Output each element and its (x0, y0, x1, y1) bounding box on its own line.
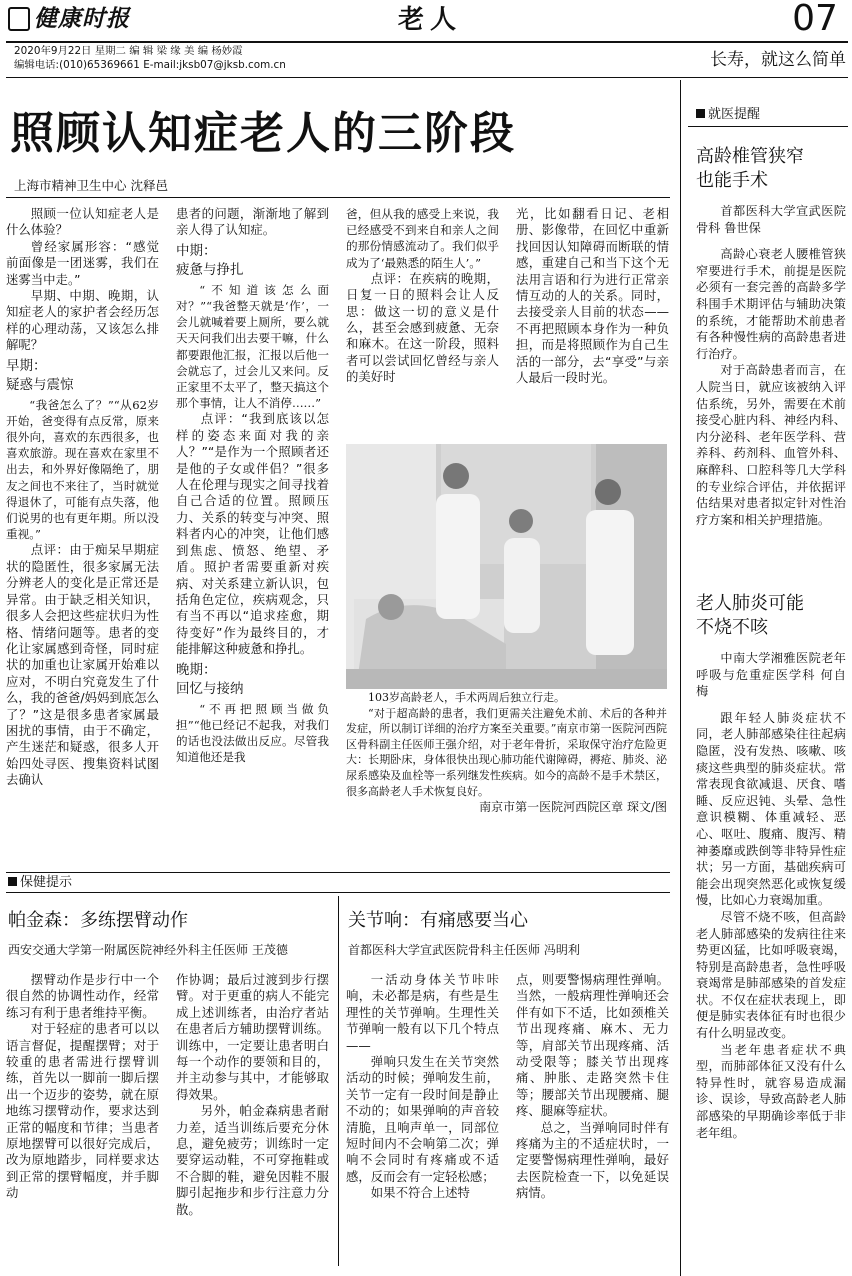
quote: “不知道该怎么面对？”“我爸整天就是‘作’，一会儿就喊着要上厕所，要么就天天问我们出去要干嘛，什么都要跟他汇报，汇报以后他一会就忘了，过会儿又来问。反正家里不太平了，整天搞这个那个事情，让人不消停……” (176, 282, 329, 411)
contact-line: 编辑电话:(010)65369661 E-mail:jksb07@jksb.com.cn (14, 59, 286, 71)
paragraph: 早期、中期、晚期，认知症老人的家护者会经历怎样的心理动荡，又该怎么排解呢？ (6, 288, 159, 353)
paragraph: 点，则要警惕病理性弹响。当然，一般病理性弹响还会伴有如下不适，比如颈椎关节出现疼痛、麻木、无力等，肩部关节出现疼痛、活动受限等；膝关节出现疼痛、肿胀、走路突然卡住等；腰部关节出现腰痛、腿疼、腿麻等症状。 (516, 972, 669, 1119)
subheading (176, 242, 329, 280)
caption-title: 103岁高龄老人，手术两周后独立行走。 (368, 691, 565, 704)
paragraph: 曾经家属形容：“感觉前面像是一团迷雾，我们在迷雾当中走。” (6, 238, 159, 287)
health-section-header (8, 874, 72, 892)
title-line: 不烧不咳 (696, 617, 768, 638)
paragraph: 跟年轻人肺炎症状不同，老人肺部感染往往起病隐匿，没有发热、咳嗽、咳痰这些典型的肺炎症状。常常表现食欲减退、厌食、嗜睡、反应迟钝、头晕、急性意识模糊、体重减轻、恶心、呕吐、腹痛、腹泻、精神萎靡或跌倒等非特异性症状；另一方面，基础疾病可能会出现突然恶化或恢复缓慢，比如心力衰竭加重。 (696, 710, 846, 908)
paragraph: 总之，当弹响同时伴有疼痛为主的不适症状时，一定要警惕病理性弹响，最好去医院检查一下，以免延误病情。 (516, 1119, 669, 1201)
slogan: 长寿，就这么简单 (710, 50, 846, 70)
subheading-text: 疑惑与震惊 (6, 376, 74, 393)
title-line: 老人肺炎可能 (696, 593, 804, 614)
page-number: 07 (792, 0, 838, 39)
subheading-text: 回忆与接纳 (176, 680, 244, 697)
article-title (696, 592, 846, 640)
article-title: 照顾认知症老人的三阶段 (10, 108, 516, 159)
section-label: 保健提示 (20, 875, 73, 890)
article-title: 帕金森：多练摆臂动作 (8, 910, 188, 931)
paragraph: 尽管不烧不咳，但高龄老人肺部感染的发病往往来势更凶猛，比如呼吸衰竭，特别是高龄患者，急性呼吸衰竭常是肺部感染的首发症状。不仅在症状表现上，即便是肺实表体征有时也很少有什么明显改变。 (696, 909, 846, 1041)
parkinson-col-1 (6, 972, 159, 1202)
article-title: 关节响：有痛感要当心 (348, 910, 528, 931)
date-line: 2020年9月22日 星期二 编 辑 梁 缘 美 编 杨妙霞 (14, 45, 243, 57)
article-col-4 (516, 206, 669, 386)
paragraph: 对于轻症的患者可以以语言督促，提醒摆臂；对于较重的患者需进行摆臂训练，首先以一脚前一脚后摆出一个迈步的姿势，就在原地练习摆臂动作，要求达到正常的幅度和节律；当患者原地摆臂可以很好完成后，改为原地踏步，同样要求达到正常的摆臂幅度，并手脚动 (6, 1021, 159, 1201)
paragraph: 如果不符合上述特 (370, 1185, 470, 1201)
quote: 爸，但从我的感受上来说，我已经感受不到来自和亲人之间的那份情感流动了。我们似乎成为了‘最熟悉的陌生人’。” (346, 207, 499, 270)
article-author: 首都医科大学宣武医院骨科 鲁世保 (696, 204, 846, 235)
article-col-3 (346, 206, 499, 386)
subheading (176, 661, 329, 699)
article-author: 西安交通大学第一附属医院神经外科主任医师 王茂德 (8, 943, 288, 957)
paragraph: 对于高龄患者而言，在人院当日，就应该被纳入评估系统，另外，需要在术前接受心脏内科、神经内科、内分泌科、老年医学科、营养科、药剂科、血管外科、麻醉科、口腔科等几大学科的专业综合评估，并依据评估结果对患者拟定针对性治疗方案和相关护理措施。 (696, 363, 846, 527)
article-title (696, 145, 846, 193)
caption-body: “对于超高龄的患者，我们更需关注避免术前、术后的各种并发症，所以制订详细的治疗方案至关重要。”南京市第一医院河西院区骨科副主任医师王强介绍，对于老年骨折，采取保守治疗危险更大：长期卧床，身体很快出现心肺功能代谢障碍，褥疮、肺炎、泌尿系感染及血栓等一系列继发性疾病。如今的高龄不是手术禁区，很多高龄老人手术恢复良好。 (346, 706, 667, 798)
article-col-2 (176, 206, 329, 765)
photo-credit: 南京市第一医院河西院区章 琛文/图 (479, 800, 667, 815)
joint-col-2 (516, 972, 669, 1202)
paragraph: 照顾一位认知症老人是什么体验？ (6, 206, 159, 238)
photo-caption (346, 690, 667, 815)
logo-mark-icon (8, 7, 30, 31)
right-section-header (696, 106, 846, 124)
article-author: 上海市精神卫生中心 沈释邑 (14, 178, 168, 193)
subheading-stage: 早期： (6, 357, 47, 374)
square-bullet-icon (696, 109, 705, 118)
article-author: 首都医科大学宣武医院骨科主任医师 冯明利 (348, 943, 580, 957)
paragraph: 当老年患者症状不典型，而肺部体征又没有什么特异性时，就容易造成漏诊、误诊，导致高龄老人肺部感染的早期确诊率低于非老年组。 (696, 1042, 846, 1140)
subheading (6, 357, 159, 395)
parkinson-article (8, 906, 330, 958)
square-bullet-icon (8, 877, 17, 886)
subheading-stage: 晚期： (176, 661, 217, 678)
section-name: 老人 (397, 5, 462, 35)
right-article-2 (696, 592, 846, 1141)
joint-col-1 (346, 972, 499, 1202)
paragraph: 作协调；最后过渡到步行摆臂。对于更重的病人不能完成上述训练者，由治疗者站在患者后方辅助摆臂训练。训练中，一定要让患者明白每一个动作的要领和目的，并主动参与其中，才能够取得效果。 (176, 972, 329, 1102)
paragraph: 光，比如翻看日记、老相册、影像带，在回忆中重新找回因认知障碍而断联的情感，重建自己和当下这个无法用言语和行为进行正常亲情互动的人的关系。同时，去接受亲人目前的状态——不再把照顾本身作为一种负担，而是将照顾作为自己生活的一部分，去“享受”与亲人最后一段时光。 (516, 206, 669, 386)
logo-text: 健康时报 (34, 5, 130, 32)
quote: “我爸怎么了？”“从62岁开始，爸变得有点反常，原来很外向，喜欢的东西很多，也喜欢旅游。现在喜欢在家里不出去，和外界好像隔绝了，朋友之间也不来往了，当时就觉得退休了，可能有点失落，他们说男的也有更年期。所以没重视。” (6, 397, 159, 542)
paragraph: 弹响只发生在关节突然活动的时候；弹响发生前，关节一定有一段时间是静止不动的；如果弹响的声音较清脆，且响声单一，同部位短时间内不会响第二次；弹响不会同时有疼痛或不适感，反而会有一定轻松感； (346, 1054, 499, 1184)
paragraph: 摆臂动作是步行中一个很自然的协调性动作，经常练习有利于患者维持平衡。 (6, 972, 159, 1020)
subheading-stage: 中期： (176, 242, 217, 259)
paragraph: 高龄心衰老人腰椎管狭窄要进行手术，前提是医院必须有一套完善的高龄多学科围手术期评估与辅助决策的系统，才能帮助术前患者有各种慢性病的高龄患者进行治疗。 (696, 247, 846, 361)
article-author: 中南大学湘雅医院老年呼吸与危重症医学科 何自梅 (696, 651, 846, 699)
joint-article (348, 906, 670, 958)
title-line: 也能手术 (696, 170, 768, 191)
article-col-1 (6, 206, 159, 789)
right-article-1 (696, 145, 846, 528)
title-line: 高龄椎管狭窄 (696, 146, 804, 167)
paragraph: 点评：由于痴呆早期症状的隐匿性，很多家属无法分辨老人的变化是正常还是异常。由于缺乏相关知识，很多人会把这些症状归为性格、情绪问题等。患者的变化让家属感到奇怪，同时症状的加重也让家属开始难以应对，不明白究竟发生了什么，我的爸爸/妈妈到底怎么了？”这是很多患者家属最困扰的事情，由于不确定，产生迷茫和疑惑，很多人开始四处寻医、搜集资料试图去确认 (6, 542, 159, 788)
quote: “不再把照顾当做负担”“他已经记不起我，对我们的话也没法做出反应。尽管我知道他还是我 (176, 701, 329, 765)
subheading-text: 疲惫与挣扎 (176, 261, 244, 278)
photo-illustration (346, 444, 667, 689)
masthead-logo (8, 4, 158, 34)
parkinson-col-2 (176, 972, 329, 1218)
paragraph: 一活动身体关节咔咔响，未必都是病，有些是生理性的关节弹响。生理性关节弹响一般有以下几个特点—— (346, 972, 499, 1053)
paragraph: 患者的问题，渐渐地了解到亲人得了认知症。 (176, 206, 329, 238)
paragraph: 点评：在疾病的晚期，日复一日的照料会让人反思：做这一切的意义是什么，甚至会感到疲惫、无奈和麻木。在这一阶段，照料者可以尝试回忆曾经与亲人的美好时 (346, 270, 499, 385)
paragraph: 另外，帕金森病患者耐力差，适当训练后要充分休息，避免疲劳；训练时一定要穿运动鞋，不可穿拖鞋或不合脚的鞋，避免因鞋不服脚引起拖步和步行注意力分散。 (176, 1103, 329, 1217)
news-photo (346, 444, 667, 689)
paragraph: 点评：“我到底该以怎样的姿态来面对我的亲人？”“是作为一个照顾者还是他的子女或伴侣？”很多人在伦理与现实之间寻找着自己合适的位置。照顾压力、关系的转变与冲突、照料者内心的冲突，让他们感到焦虑、愤怒、绝望、矛盾。照护者需要重新对疾病、对关系建立新认识，包括角色定位，疾病观念，只有当不再以“追求痊愈，期待变好”作为最终目的，才能排解这种疲惫和挣扎。 (176, 411, 329, 657)
section-label: 就医提醒 (708, 107, 761, 122)
